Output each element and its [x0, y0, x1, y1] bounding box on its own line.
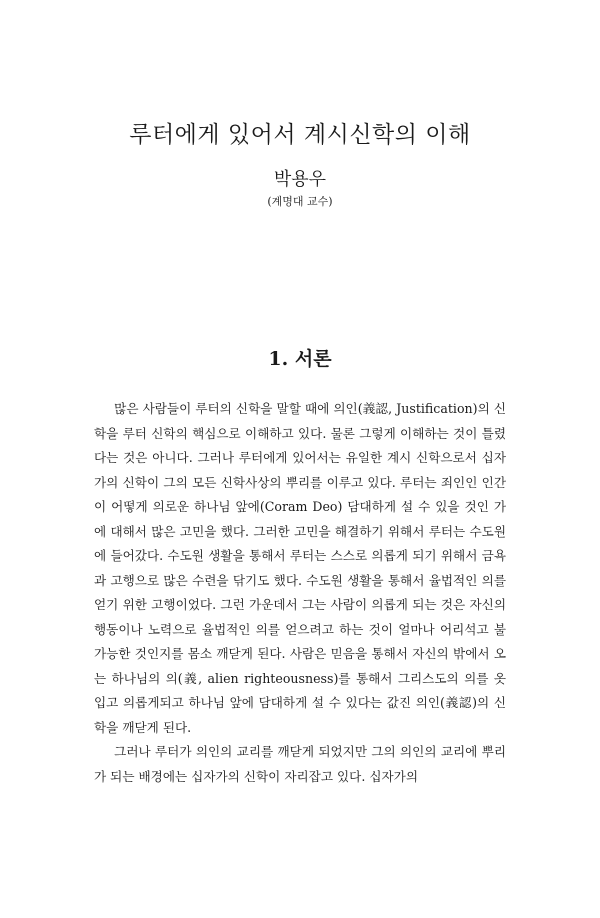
body-text: [94, 397, 506, 789]
article-title: 루터에게 있어서 계시신학의 이해: [129, 122, 471, 148]
paragraph: 그러나 루터가 의인의 교리를 깨닫게 되었지만 그의 의인의 교리에 뿌리가 되는 배경에는 십자가의 신학이 자리잡고 있다. 십자가의: [94, 744, 506, 784]
paragraph: 많은 사람들이 루터의 신학을 말할 때에 의인(義認, Justification)의 신학을 루터 신학의 핵심으로 이해하고 있다. 물론 그렇게 이해하는 것이 틀렸다는 것은 아니다. 그러나 루터에게 있어서는 유일한 계시 신학으로서 십자가의 신학이 그의 모든 신학사상의 뿌리를 이루고 있다. 루터는 죄인인 인간이 어떻게 의로운 하나님 앞에(Coram Deo) 담대하게 설 수 있을 것인 가에 대해서 많은 고민을 했다. 그러한 고민을 해결하기 위해서 루터는 수도원에 들어갔다. 수도원 생활을 통해서 루터는 스스로 의롭게 되기 위해서 금욕과 고행으로 많은 수련을 닦기도 했다. 수도원 생활을 통해서 율법적인 의를 얻기 위한 고행이었다. 그런 가운데서 그는 사람이 의롭게 되는 것은 자신의 행동이나 노력으로 율법적인 의를 얻으려고 하는 것이 얼마나 어리석고 불가능한 것인지를 몸소 깨닫게 된다. 사람은 믿음을 통해서 자신의 밖에서 오는 하나님의 의(義, alien righteousness)를 통해서 그리스도의 의를 옷 입고 의롭게되고 하나님 앞에 담대하게 설 수 있다는 값진 의인(義認)의 신학을 깨닫게 된다.: [94, 401, 506, 735]
section-heading: 1. 서론: [268, 348, 332, 370]
author-name: 박용우: [273, 169, 327, 190]
author-affiliation: (계명대 교수): [267, 195, 333, 208]
